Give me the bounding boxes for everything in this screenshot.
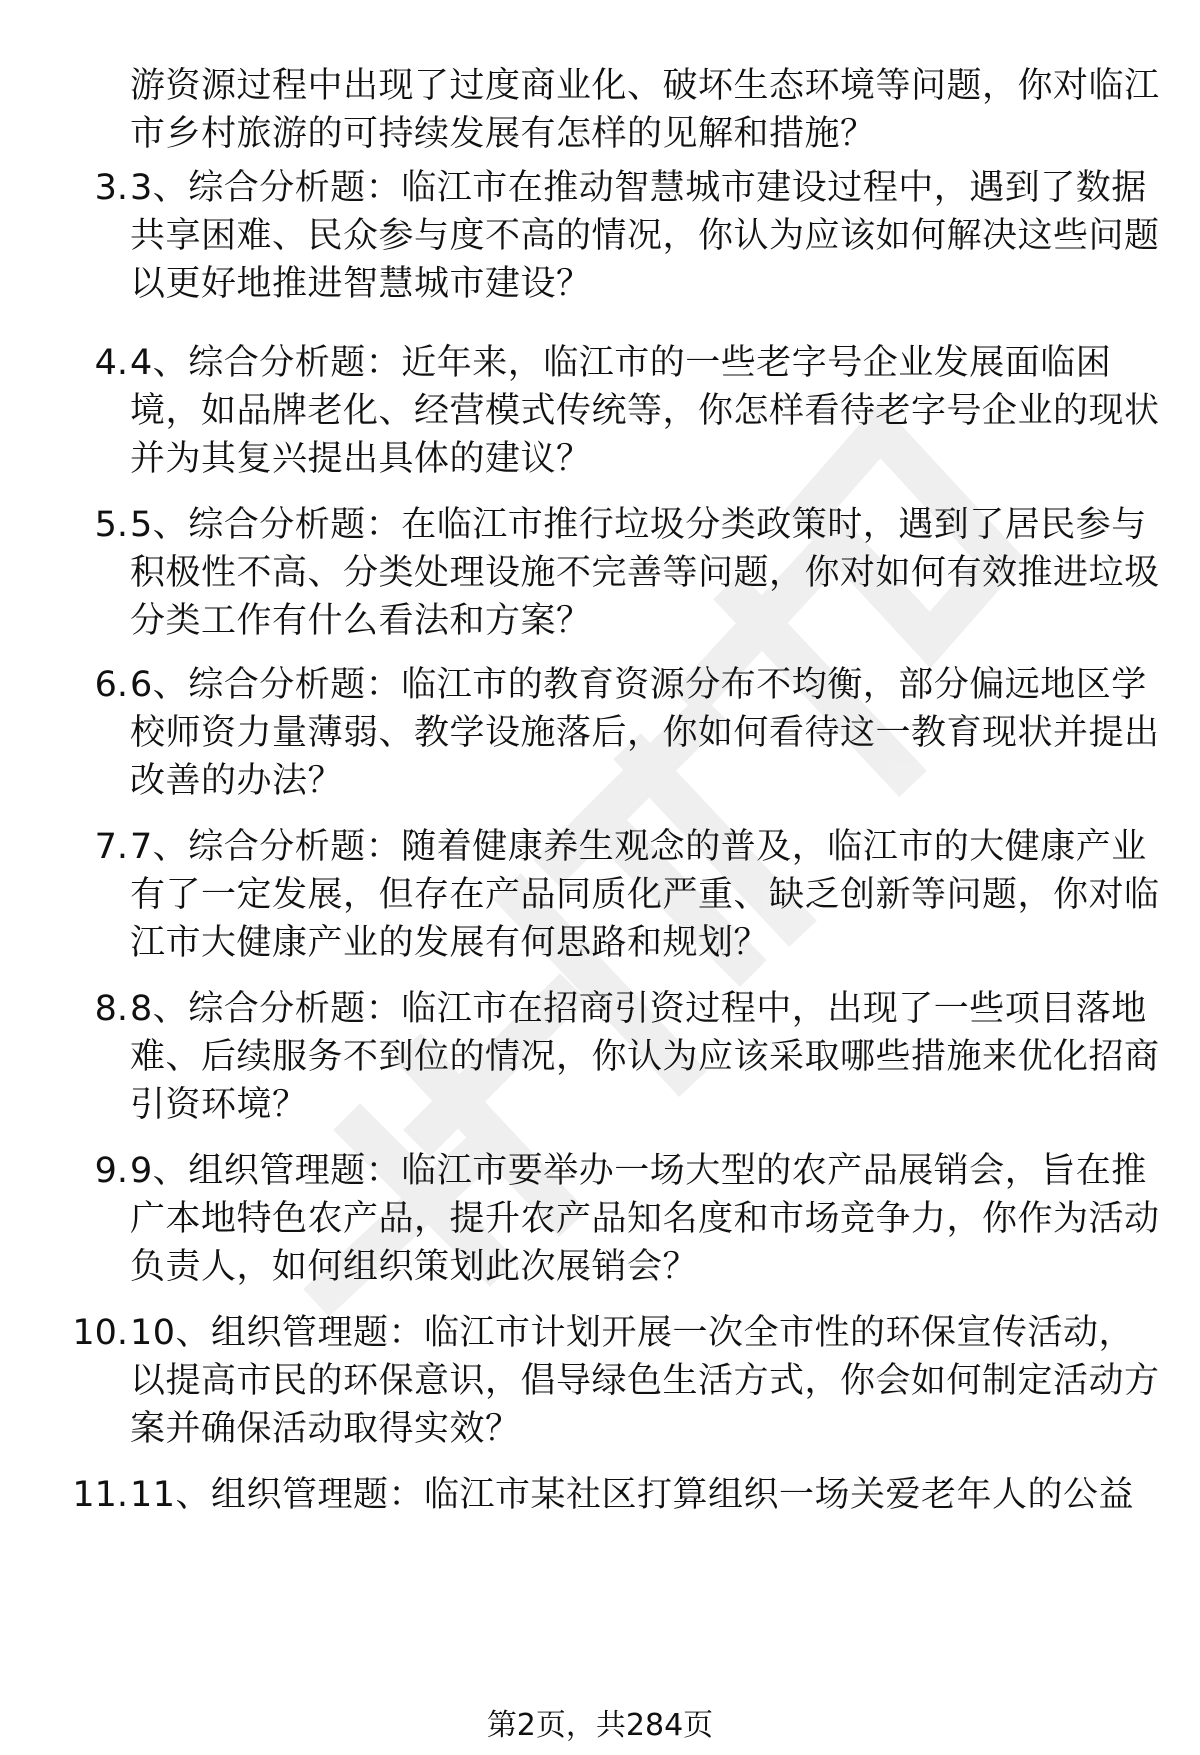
question-text: 5、综合分析题：在临江市推行垃圾分类政策时，遇到了居民参与积极性不高、分类处理设施不完善等问题，你对如何有效推进垃圾分类工作有什么看法和方案？ [130, 505, 1160, 641]
page-footer: 第2页，共284页 [486, 1708, 714, 1743]
question-number: 5. [94, 505, 128, 545]
question-number: 9. [94, 1151, 128, 1191]
question-text: 11、组织管理题：临江市某社区打算组织一场关爱老年人的公益 [130, 1475, 1135, 1515]
question-number: 11. [72, 1475, 128, 1515]
question-number: 8. [94, 989, 128, 1029]
question-text: 3、综合分析题：临江市在推动智慧城市建设过程中，遇到了数据共享困难、民众参与度不高的情况，你认为应该如何解决这些问题以更好地推进智慧城市建设？ [130, 168, 1160, 304]
question-text: 9、组织管理题：临江市要举办一场大型的农产品展销会，旨在推广本地特色农产品，提升农产品知名度和市场竞争力，你作为活动负责人，如何组织策划此次展销会？ [130, 1151, 1160, 1287]
question-text: 4、综合分析题：近年来，临江市的一些老字号企业发展面临困境，如品牌老化、经营模式传统等，你怎样看待老字号企业的现状并为其复兴提出具体的建议？ [130, 343, 1160, 479]
question-text: 10、组织管理题：临江市计划开展一次全市性的环保宣传活动，以提高市民的环保意识，倡导绿色生活方式，你会如何制定活动方案并确保活动取得实效？ [130, 1313, 1160, 1449]
question-number: 3. [94, 168, 128, 208]
question-number: 6. [94, 665, 128, 705]
question-number: 10. [72, 1313, 128, 1353]
question-text: 7、综合分析题：随着健康养生观念的普及，临江市的大健康产业有了一定发展，但存在产品同质化严重、缺乏创新等问题，你对临江市大健康产业的发展有何思路和规划？ [130, 827, 1160, 963]
question-text: 8、综合分析题：临江市在招商引资过程中，出现了一些项目落地难、后续服务不到位的情况，你认为应该采取哪些措施来优化招商引资环境？ [130, 989, 1160, 1125]
intro-paragraph: 游资源过程中出现了过度商业化、破坏生态环境等问题，你对临江市乡村旅游的可持续发展有怎样的见解和措施？ [130, 66, 1160, 154]
question-text: 6、综合分析题：临江市的教育资源分布不均衡，部分偏远地区学校师资力量薄弱、教学设施落后，你如何看待这一教育现状并提出改善的办法？ [130, 665, 1160, 801]
question-number: 4. [94, 343, 128, 383]
question-number: 7. [94, 827, 128, 867]
